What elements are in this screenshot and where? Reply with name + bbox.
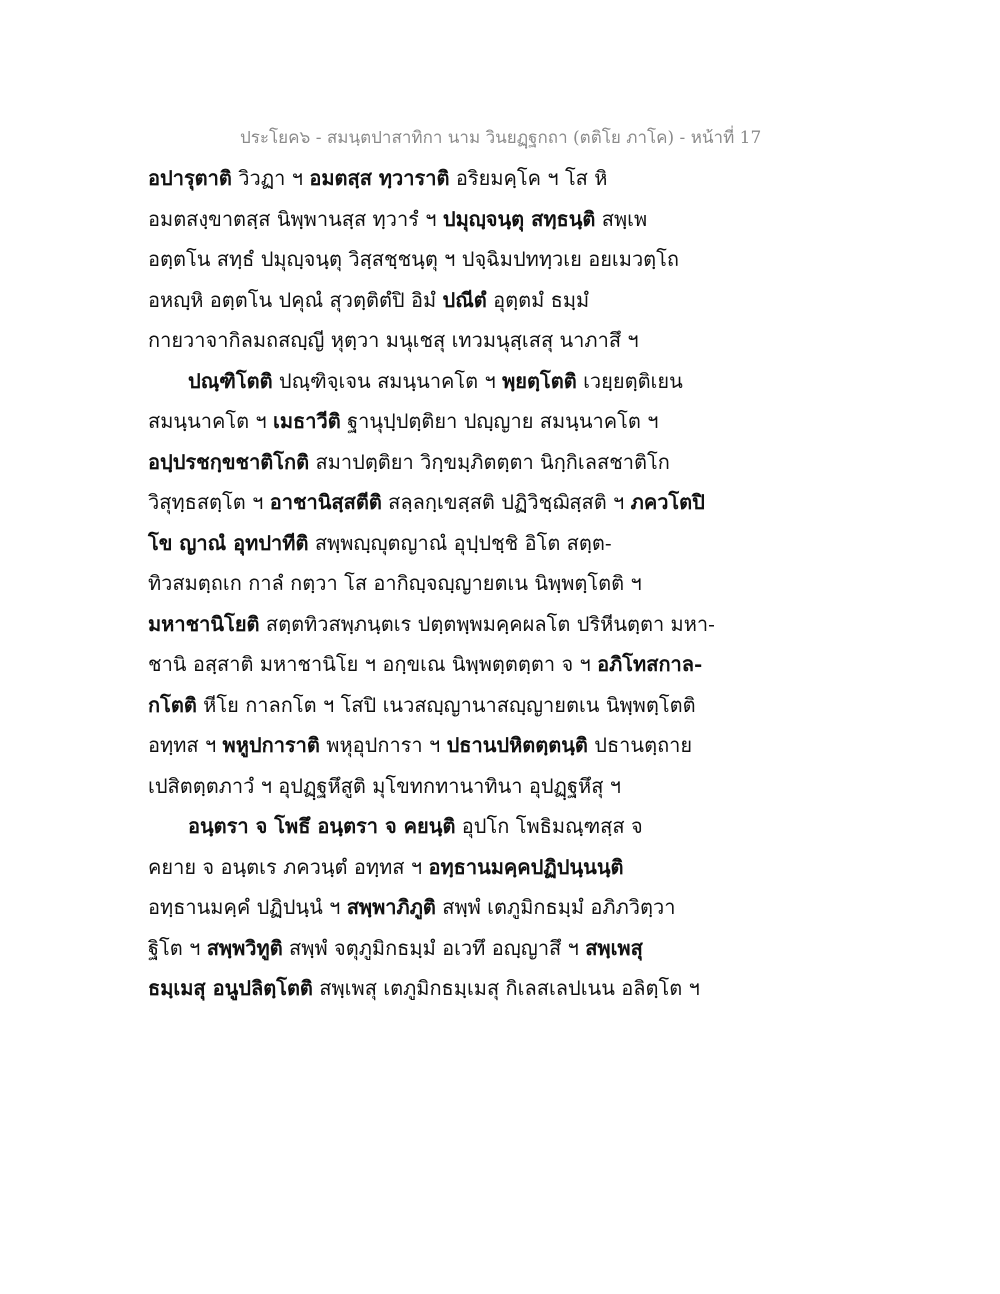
text-segment: สพฺเพ xyxy=(595,206,648,231)
text-segment: อทฺทส ฯ xyxy=(148,733,223,757)
text-segment: วิสุทฺธสตฺโต ฯ xyxy=(148,490,270,514)
text-segment: สพฺเพสุ เตภูมิกธมฺเมสุ กิเลสเลปเนน อลิตฺโต ฯ xyxy=(312,976,700,1000)
text-segment: หีโย กาลกโต ฯ โสปิ เนวสญฺญานาสญฺญายตเน นิพฺพตฺโตติ xyxy=(196,692,696,717)
text-segment: วิวฏา ฯ xyxy=(231,166,310,190)
text-segment: ชานิ อสฺสาติ มหาชานิโย ฯ อกฺขเณ นิพฺพตฺตตฺตา จ ฯ xyxy=(148,652,598,676)
headword: อมตสฺส ทฺวาราติ xyxy=(309,166,450,190)
text-line xyxy=(148,847,708,888)
headword: พฺยตฺโตติ xyxy=(502,368,577,393)
text-line xyxy=(148,158,708,199)
headword: อปฺปรชกฺขชาติโกติ xyxy=(148,449,310,474)
text-line xyxy=(148,482,708,523)
text-segment: ฐิโต ฯ xyxy=(148,935,207,960)
text-segment: สมาปตฺติยา วิกฺขมฺภิตตฺตา นิกฺกิเลสชาติโก xyxy=(309,449,670,474)
text-line xyxy=(148,320,708,361)
headword: อนฺตรา จ โพธึ อนฺตรา จ คยนฺติ xyxy=(188,814,456,838)
text-segment: สมนฺนาคโต ฯ xyxy=(148,409,274,433)
text-segment: สตฺตทิวสพฺภนฺตเร ปตฺตพฺพมคฺคผลโต ปริหีนตฺตา มหา- xyxy=(259,611,715,636)
text-line xyxy=(148,887,708,928)
headword: ปณีตํ xyxy=(442,287,487,312)
text-segment: อทฺธานมคฺคํ ปฏิปนฺนํ ฯ xyxy=(148,895,347,919)
text-line xyxy=(148,199,708,240)
headword: สพฺพวิทูติ xyxy=(206,935,283,960)
text-segment: อุปโก โพธิมณฺฑสฺส จ xyxy=(455,814,643,838)
text-line xyxy=(148,361,708,402)
headword: ธมฺเมสุ อนูปลิตฺโตติ xyxy=(148,976,313,1000)
headword: กโตติ xyxy=(148,692,197,717)
text-line xyxy=(148,928,708,969)
text-line xyxy=(148,563,708,604)
headword: ปณฺฑิโตติ xyxy=(188,368,273,393)
text-line xyxy=(148,401,708,442)
text-segment: สพฺพํ เตภูมิกธมฺมํ อภิภวิตฺวา xyxy=(435,895,676,919)
text-line xyxy=(148,806,708,847)
text-segment: สพฺพํ จตุภูมิกธมฺมํ อเวทึ อญฺญาสึ ฯ xyxy=(282,935,586,960)
text-line xyxy=(148,280,708,321)
headword: อทฺธานมคฺคปฏิปนฺนนฺติ xyxy=(428,854,624,879)
headword: สพฺเพสุ xyxy=(585,935,643,960)
text-segment: ฐานุปฺปตฺติยา ปญฺญาย สมนฺนาคโต ฯ xyxy=(340,409,659,433)
text-segment: สลฺลกฺเขสฺสติ ปฏิวิชฺฌิสฺสติ ฯ xyxy=(381,490,631,514)
headword: ปมุญฺจนฺตุ สทฺธนฺติ xyxy=(442,206,596,231)
headword: ปธานปหิตตฺตนฺติ xyxy=(446,733,588,757)
text-segment: คยาย จ อนฺตเร ภควนฺตํ อทฺทส ฯ xyxy=(148,854,429,879)
text-segment: สพฺพญฺญุตญาณํ อุปฺปชฺชิ อิโต สตฺต- xyxy=(308,530,612,555)
text-line xyxy=(148,644,708,685)
headword: เมธาวีติ xyxy=(273,409,341,433)
headword: อปารุตาติ xyxy=(148,166,232,190)
headword: อภิโทสกาล- xyxy=(597,652,703,676)
text-segment: อตฺตโน สทฺธํ ปมุญฺจนฺตุ วิสฺสชฺชนฺตุ ฯ ปจฺฉิมปททฺวเย อยเมวตฺโถ xyxy=(148,247,680,271)
text-segment: กายวาจากิลมถสญฺญี หุตฺวา มนุเชสุ เทวมนุสฺเสสุ นาภาสึ ฯ xyxy=(148,328,639,352)
text-line xyxy=(148,239,708,280)
text-segment: ปณฺฑิจฺเจน สมนฺนาคโต ฯ xyxy=(272,368,503,393)
text-line xyxy=(148,685,708,726)
text-segment: อุตฺตมํ ธมฺมํ xyxy=(486,287,590,312)
text-line xyxy=(148,725,708,766)
text-segment: อริยมคฺโค ฯ โส หิ xyxy=(449,166,608,190)
text-line xyxy=(148,604,715,645)
text-segment: ปธานตฺถาย xyxy=(587,733,693,757)
text-segment: พหุอุปการา ฯ xyxy=(319,733,447,757)
text-segment: เวยฺยตฺติเยน xyxy=(576,368,683,393)
headword: สพฺพาภิภูติ xyxy=(346,895,436,919)
headword: อาชานิสฺสตีติ xyxy=(269,490,382,514)
headword: มหาชานิโยติ xyxy=(148,611,260,636)
text-segment: อหญฺหิ อตฺตโน ปคุณํ สุวตฺติตํปิ อิมํ xyxy=(148,287,443,312)
text-line xyxy=(148,766,708,807)
headword: พหูปการาติ xyxy=(222,733,320,757)
text-line xyxy=(148,968,708,1009)
headword: โข ญาณํ อุทปาทีติ xyxy=(148,530,309,555)
text-line xyxy=(148,523,708,564)
headword: ภควโตปิ xyxy=(630,490,705,514)
text-segment: เปสิตตฺตภาวํ ฯ อุปฏฺฐหึสูติ มุโขทกทานาทินา อุปฏฺฐหึสุ ฯ xyxy=(148,773,621,798)
body-text xyxy=(148,158,715,1009)
text-segment: ทิวสมตฺถเก กาลํ กตฺวา โส อากิญฺจญฺญายตเน นิพฺพตฺโตติ ฯ xyxy=(148,571,642,595)
page-header: ประโยค๖ - สมนฺตปาสาทิกา นาม วินยฏฺฐกถา (ตติโย ภาโค) - หน้าที่ 17 xyxy=(240,128,762,148)
text-line xyxy=(148,442,708,483)
text-segment: อมตสงฺขาตสฺส นิพฺพานสฺส ทฺวารํ ฯ xyxy=(148,206,443,231)
